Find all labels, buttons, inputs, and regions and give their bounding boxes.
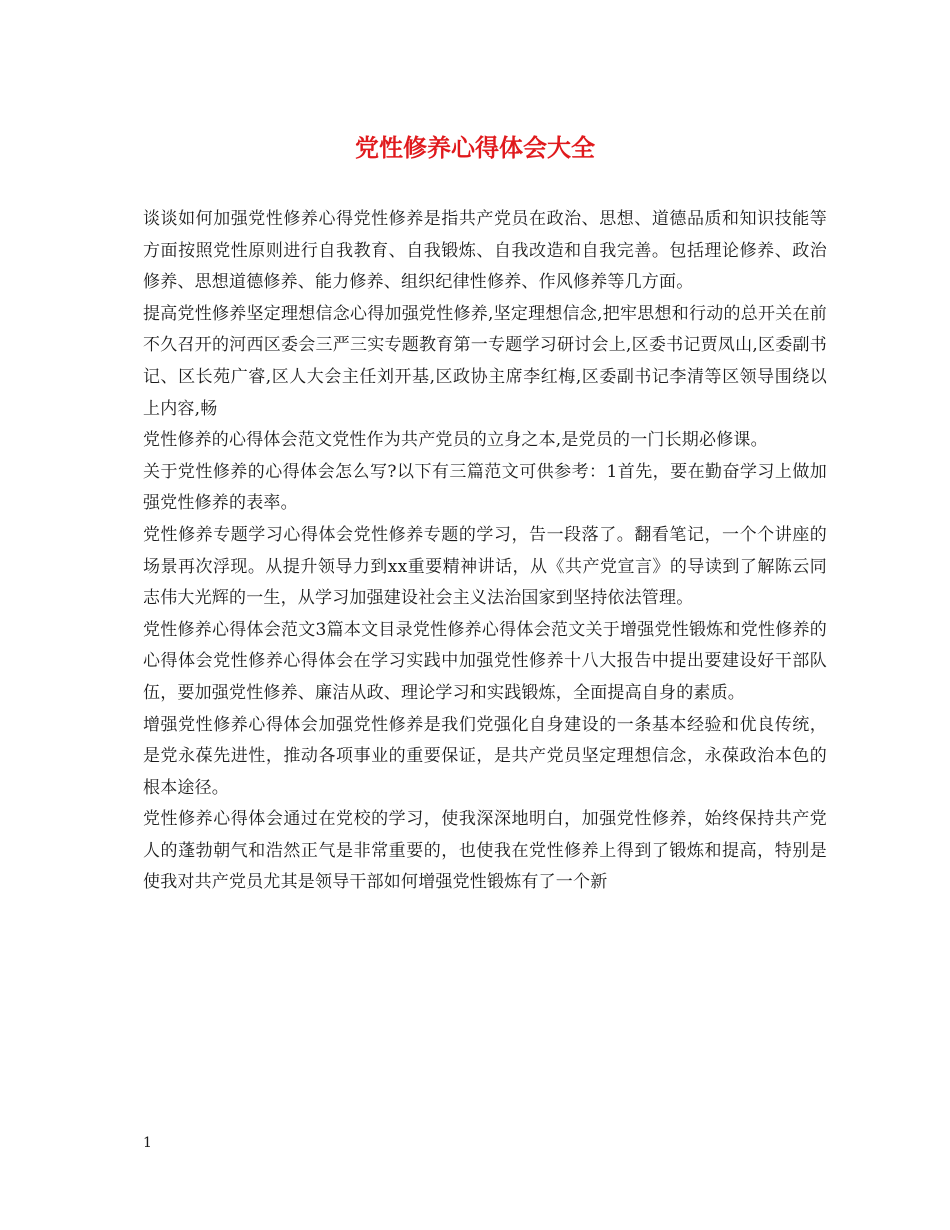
paragraph-3: 党性修养的心得体会范文党性作为共产党员的立身之本,是党员的一门长期必修课。 [143,430,768,451]
paragraph-6: 党性修养心得体会范文3篇本文目录党性修养心得体会范文关于增强党性锻炼和党性修养的心得体会党性修养心得体会在学习实践中加强党性修养十八大报告中提出要建设好干部队伍，要加强党性修养、廉洁从政、理论学习和实践锻炼，全面提高自身的素质。 [143,619,827,703]
paragraph-2: 提高党性修养坚定理想信念心得加强党性修养,坚定理想信念,把牢思想和行动的总开关在前不久召开的河西区委会三严三实专题教育第一专题学习研讨会上,区委书记贾凤山,区委副书记、区长苑广睿,区人大会主任刘开基,区政协主席李红梅,区委副书记李清等区领导围绕以上内容,畅 [143,303,827,419]
document-body [143,204,827,899]
page-number: 1 [143,1135,152,1151]
paragraph-7: 增强党性修养心得体会加强党性修养是我们党强化自身建设的一条基本经验和优良传统，是党永葆先进性，推动各项事业的重要保证，是共产党员坚定理想信念，永葆政治本色的根本途径。 [143,714,827,798]
paragraph-1: 谈谈如何加强党性修养心得党性修养是指共产党员在政治、思想、道德品质和知识技能等方面按照党性原则进行自我教育、自我锻炼、自我改造和自我完善。包括理论修养、政治修养、思想道德修养、能力修养、组织纪律性修养、作风修养等几方面。 [143,209,827,293]
document-title: 党性修养心得体会大全 [355,133,595,162]
paragraph-8: 党性修养心得体会通过在党校的学习，使我深深地明白，加强党性修养，始终保持共产党人的蓬勃朝气和浩然正气是非常重要的，也使我在党性修养上得到了锻炼和提高，特别是使我对共产党员尤其是领导干部如何增强党性锻炼有了一个新 [143,809,827,893]
paragraph-5: 党性修养专题学习心得体会党性修养专题的学习，告一段落了。翻看笔记，一个个讲座的场景再次浮现。从提升领导力到xx重要精神讲话，从《共产党宣言》的导读到了解陈云同志伟大光辉的一生，从学习加强建设社会主义法治国家到坚持依法管理。 [143,524,827,609]
paragraph-4: 关于党性修养的心得体会怎么写?以下有三篇范文可供参考：1首先，要在勤奋学习上做加强党性修养的表率。 [143,461,827,514]
